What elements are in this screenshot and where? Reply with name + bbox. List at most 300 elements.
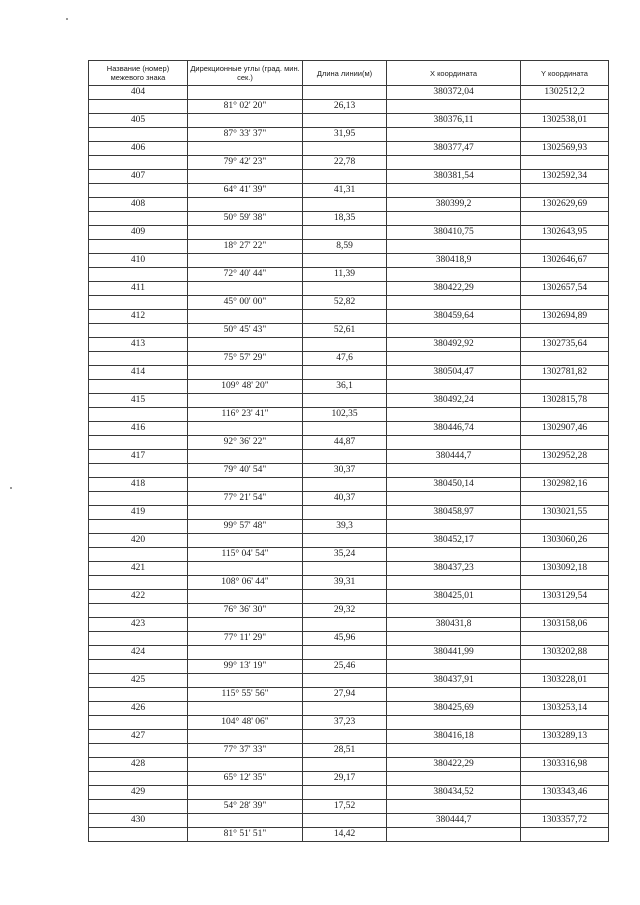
x-coordinate: 380492,92 — [387, 338, 521, 352]
segment-row — [89, 156, 609, 170]
empty-cell — [188, 450, 303, 464]
line-length: 29,32 — [303, 604, 387, 618]
line-length: 28,51 — [303, 744, 387, 758]
segment-row — [89, 604, 609, 618]
empty-cell — [89, 744, 188, 758]
line-length: 47,6 — [303, 352, 387, 366]
x-coordinate: 380410,75 — [387, 226, 521, 240]
empty-cell — [89, 520, 188, 534]
line-length: 14,42 — [303, 828, 387, 842]
line-length: 8,59 — [303, 240, 387, 254]
segment-row — [89, 800, 609, 814]
empty-cell — [387, 268, 521, 282]
empty-cell — [89, 576, 188, 590]
line-length: 26,13 — [303, 100, 387, 114]
y-coordinate: 1303253,14 — [521, 702, 609, 716]
point-row — [89, 506, 609, 520]
empty-cell — [89, 128, 188, 142]
point-name: 409 — [89, 226, 188, 240]
y-coordinate: 1302815,78 — [521, 394, 609, 408]
empty-cell — [521, 128, 609, 142]
direction-angle: 65° 12' 35" — [188, 772, 303, 786]
empty-cell — [303, 282, 387, 296]
empty-cell — [521, 520, 609, 534]
empty-cell — [188, 114, 303, 128]
x-coordinate: 380377,47 — [387, 142, 521, 156]
line-length: 22,78 — [303, 156, 387, 170]
point-name: 404 — [89, 86, 188, 100]
empty-cell — [303, 730, 387, 744]
empty-cell — [521, 100, 609, 114]
empty-cell — [521, 352, 609, 366]
point-row — [89, 702, 609, 716]
empty-cell — [188, 786, 303, 800]
empty-cell — [89, 828, 188, 842]
scan-speck — [66, 18, 68, 20]
line-length: 39,31 — [303, 576, 387, 590]
segment-row — [89, 380, 609, 394]
empty-cell — [521, 408, 609, 422]
x-coordinate: 380422,29 — [387, 282, 521, 296]
empty-cell — [89, 604, 188, 618]
point-row — [89, 310, 609, 324]
empty-cell — [188, 366, 303, 380]
empty-cell — [188, 86, 303, 100]
x-coordinate: 380441,99 — [387, 646, 521, 660]
empty-cell — [188, 254, 303, 268]
point-name: 430 — [89, 814, 188, 828]
line-length: 29,17 — [303, 772, 387, 786]
empty-cell — [521, 828, 609, 842]
line-length: 39,3 — [303, 520, 387, 534]
point-row — [89, 730, 609, 744]
empty-cell — [89, 100, 188, 114]
line-length: 36,1 — [303, 380, 387, 394]
direction-angle: 109° 48' 20" — [188, 380, 303, 394]
empty-cell — [188, 730, 303, 744]
y-coordinate: 1302512,2 — [521, 86, 609, 100]
empty-cell — [303, 618, 387, 632]
x-coordinate: 380416,18 — [387, 730, 521, 744]
direction-angle: 104° 48' 06" — [188, 716, 303, 730]
empty-cell — [521, 380, 609, 394]
point-name: 407 — [89, 170, 188, 184]
point-row — [89, 478, 609, 492]
point-name: 422 — [89, 590, 188, 604]
empty-cell — [89, 408, 188, 422]
empty-cell — [387, 156, 521, 170]
empty-cell — [521, 240, 609, 254]
x-coordinate: 380425,01 — [387, 590, 521, 604]
x-coordinate: 380437,23 — [387, 562, 521, 576]
empty-cell — [387, 828, 521, 842]
segment-row — [89, 408, 609, 422]
empty-cell — [303, 142, 387, 156]
empty-cell — [89, 492, 188, 506]
empty-cell — [521, 464, 609, 478]
x-coordinate: 380504,47 — [387, 366, 521, 380]
segment-row — [89, 716, 609, 730]
point-name: 406 — [89, 142, 188, 156]
y-coordinate: 1302569,93 — [521, 142, 609, 156]
point-row — [89, 366, 609, 380]
y-coordinate: 1302657,54 — [521, 282, 609, 296]
empty-cell — [89, 156, 188, 170]
empty-cell — [303, 422, 387, 436]
point-row — [89, 226, 609, 240]
empty-cell — [387, 408, 521, 422]
y-coordinate: 1303129,54 — [521, 590, 609, 604]
point-name: 427 — [89, 730, 188, 744]
point-name: 426 — [89, 702, 188, 716]
point-name: 425 — [89, 674, 188, 688]
point-row — [89, 198, 609, 212]
empty-cell — [387, 352, 521, 366]
empty-cell — [387, 184, 521, 198]
header-y: Y координата — [521, 61, 609, 86]
direction-angle: 81° 02' 20" — [188, 100, 303, 114]
point-name: 423 — [89, 618, 188, 632]
empty-cell — [89, 352, 188, 366]
point-name: 408 — [89, 198, 188, 212]
y-coordinate: 1302952,28 — [521, 450, 609, 464]
point-name: 417 — [89, 450, 188, 464]
direction-angle: 92° 36' 22" — [188, 436, 303, 450]
empty-cell — [303, 758, 387, 772]
segment-row — [89, 520, 609, 534]
point-row — [89, 618, 609, 632]
segment-row — [89, 184, 609, 198]
point-row — [89, 646, 609, 660]
empty-cell — [387, 548, 521, 562]
x-coordinate: 380452,17 — [387, 534, 521, 548]
empty-cell — [89, 324, 188, 338]
empty-cell — [387, 576, 521, 590]
empty-cell — [303, 814, 387, 828]
empty-cell — [303, 590, 387, 604]
direction-angle: 18° 27' 22" — [188, 240, 303, 254]
empty-cell — [387, 464, 521, 478]
line-length: 27,94 — [303, 688, 387, 702]
point-name: 411 — [89, 282, 188, 296]
empty-cell — [521, 772, 609, 786]
line-length: 18,35 — [303, 212, 387, 226]
empty-cell — [521, 548, 609, 562]
point-name: 412 — [89, 310, 188, 324]
segment-row — [89, 464, 609, 478]
segment-row — [89, 268, 609, 282]
x-coordinate: 380381,54 — [387, 170, 521, 184]
point-row — [89, 814, 609, 828]
segment-row — [89, 660, 609, 674]
y-coordinate: 1302781,82 — [521, 366, 609, 380]
empty-cell — [188, 506, 303, 520]
empty-cell — [521, 492, 609, 506]
line-length: 17,52 — [303, 800, 387, 814]
empty-cell — [521, 324, 609, 338]
line-length: 31,95 — [303, 128, 387, 142]
segment-row — [89, 632, 609, 646]
direction-angle: 75° 57' 29" — [188, 352, 303, 366]
point-row — [89, 590, 609, 604]
point-name: 428 — [89, 758, 188, 772]
direction-angle: 81° 51' 51" — [188, 828, 303, 842]
direction-angle: 50° 59' 38" — [188, 212, 303, 226]
direction-angle: 99° 13' 19" — [188, 660, 303, 674]
segment-row — [89, 128, 609, 142]
empty-cell — [303, 338, 387, 352]
empty-cell — [188, 310, 303, 324]
direction-angle: 77° 21' 54" — [188, 492, 303, 506]
x-coordinate: 380431,8 — [387, 618, 521, 632]
boundary-coordinates-table — [88, 60, 609, 842]
direction-angle: 115° 55' 56" — [188, 688, 303, 702]
y-coordinate: 1302629,69 — [521, 198, 609, 212]
segment-row — [89, 324, 609, 338]
empty-cell — [521, 604, 609, 618]
y-coordinate: 1302643,95 — [521, 226, 609, 240]
point-name: 416 — [89, 422, 188, 436]
point-name: 415 — [89, 394, 188, 408]
x-coordinate: 380372,04 — [387, 86, 521, 100]
x-coordinate: 380444,7 — [387, 814, 521, 828]
y-coordinate: 1303357,72 — [521, 814, 609, 828]
line-length: 45,96 — [303, 632, 387, 646]
empty-cell — [387, 800, 521, 814]
empty-cell — [387, 492, 521, 506]
y-coordinate: 1303343,46 — [521, 786, 609, 800]
empty-cell — [387, 660, 521, 674]
x-coordinate: 380418,9 — [387, 254, 521, 268]
empty-cell — [303, 702, 387, 716]
point-row — [89, 394, 609, 408]
empty-cell — [188, 702, 303, 716]
direction-angle: 76° 36' 30" — [188, 604, 303, 618]
segment-row — [89, 436, 609, 450]
empty-cell — [387, 128, 521, 142]
empty-cell — [303, 674, 387, 688]
empty-cell — [387, 100, 521, 114]
point-row — [89, 86, 609, 100]
point-name: 419 — [89, 506, 188, 520]
empty-cell — [89, 436, 188, 450]
point-row — [89, 786, 609, 800]
empty-cell — [521, 800, 609, 814]
empty-cell — [303, 534, 387, 548]
empty-cell — [521, 184, 609, 198]
y-coordinate: 1302646,67 — [521, 254, 609, 268]
empty-cell — [521, 268, 609, 282]
point-name: 429 — [89, 786, 188, 800]
empty-cell — [89, 548, 188, 562]
empty-cell — [387, 520, 521, 534]
point-row — [89, 170, 609, 184]
segment-row — [89, 828, 609, 842]
empty-cell — [89, 296, 188, 310]
empty-cell — [521, 436, 609, 450]
direction-angle: 116° 23' 41" — [188, 408, 303, 422]
empty-cell — [387, 436, 521, 450]
y-coordinate: 1303289,13 — [521, 730, 609, 744]
point-name: 424 — [89, 646, 188, 660]
x-coordinate: 380446,74 — [387, 422, 521, 436]
y-coordinate: 1302592,34 — [521, 170, 609, 184]
empty-cell — [303, 254, 387, 268]
direction-angle: 108° 06' 44" — [188, 576, 303, 590]
empty-cell — [188, 226, 303, 240]
header-name: Название (номер) межевого знака — [89, 61, 188, 86]
y-coordinate: 1303060,26 — [521, 534, 609, 548]
x-coordinate: 380399,2 — [387, 198, 521, 212]
direction-angle: 87° 33' 37" — [188, 128, 303, 142]
x-coordinate: 380492,24 — [387, 394, 521, 408]
point-row — [89, 114, 609, 128]
direction-angle: 50° 45' 43" — [188, 324, 303, 338]
segment-row — [89, 772, 609, 786]
point-name: 418 — [89, 478, 188, 492]
point-name: 410 — [89, 254, 188, 268]
empty-cell — [387, 212, 521, 226]
empty-cell — [303, 478, 387, 492]
segment-row — [89, 744, 609, 758]
empty-cell — [188, 338, 303, 352]
empty-cell — [303, 450, 387, 464]
empty-cell — [521, 576, 609, 590]
direction-angle: 99° 57' 48" — [188, 520, 303, 534]
point-name: 413 — [89, 338, 188, 352]
segment-row — [89, 212, 609, 226]
empty-cell — [89, 268, 188, 282]
line-length: 37,23 — [303, 716, 387, 730]
x-coordinate: 380437,91 — [387, 674, 521, 688]
line-length: 25,46 — [303, 660, 387, 674]
segment-row — [89, 352, 609, 366]
x-coordinate: 380444,7 — [387, 450, 521, 464]
line-length: 102,35 — [303, 408, 387, 422]
empty-cell — [387, 604, 521, 618]
line-length: 30,37 — [303, 464, 387, 478]
empty-cell — [188, 590, 303, 604]
empty-cell — [188, 646, 303, 660]
table-header-row — [89, 61, 609, 86]
empty-cell — [188, 814, 303, 828]
y-coordinate: 1303228,01 — [521, 674, 609, 688]
x-coordinate: 380450,14 — [387, 478, 521, 492]
header-x: X координата — [387, 61, 521, 86]
line-length: 52,82 — [303, 296, 387, 310]
direction-angle: 64° 41' 39" — [188, 184, 303, 198]
empty-cell — [387, 744, 521, 758]
empty-cell — [521, 632, 609, 646]
segment-row — [89, 688, 609, 702]
empty-cell — [387, 632, 521, 646]
point-row — [89, 758, 609, 772]
empty-cell — [521, 716, 609, 730]
point-row — [89, 338, 609, 352]
empty-cell — [521, 296, 609, 310]
empty-cell — [188, 198, 303, 212]
y-coordinate: 1302907,46 — [521, 422, 609, 436]
point-row — [89, 562, 609, 576]
y-coordinate: 1302982,16 — [521, 478, 609, 492]
empty-cell — [303, 786, 387, 800]
empty-cell — [188, 534, 303, 548]
line-length: 44,87 — [303, 436, 387, 450]
empty-cell — [303, 506, 387, 520]
line-length: 41,31 — [303, 184, 387, 198]
y-coordinate: 1302694,89 — [521, 310, 609, 324]
x-coordinate: 380459,64 — [387, 310, 521, 324]
point-row — [89, 282, 609, 296]
empty-cell — [188, 674, 303, 688]
y-coordinate: 1302538,01 — [521, 114, 609, 128]
empty-cell — [89, 632, 188, 646]
empty-cell — [188, 422, 303, 436]
x-coordinate: 380425,69 — [387, 702, 521, 716]
empty-cell — [89, 716, 188, 730]
empty-cell — [387, 296, 521, 310]
point-row — [89, 254, 609, 268]
direction-angle: 77° 11' 29" — [188, 632, 303, 646]
direction-angle: 54° 28' 39" — [188, 800, 303, 814]
empty-cell — [387, 716, 521, 730]
empty-cell — [303, 310, 387, 324]
empty-cell — [89, 660, 188, 674]
empty-cell — [387, 240, 521, 254]
y-coordinate: 1303316,98 — [521, 758, 609, 772]
point-row — [89, 674, 609, 688]
point-name: 405 — [89, 114, 188, 128]
point-name: 414 — [89, 366, 188, 380]
empty-cell — [303, 394, 387, 408]
empty-cell — [188, 394, 303, 408]
empty-cell — [303, 646, 387, 660]
empty-cell — [303, 170, 387, 184]
header-angles: Дирекционные углы (град. мин. сек.) — [188, 61, 303, 86]
x-coordinate: 380434,52 — [387, 786, 521, 800]
empty-cell — [387, 772, 521, 786]
empty-cell — [89, 184, 188, 198]
line-length: 11,39 — [303, 268, 387, 282]
empty-cell — [521, 212, 609, 226]
header-length: Длина линии(м) — [303, 61, 387, 86]
x-coordinate: 380422,29 — [387, 758, 521, 772]
empty-cell — [521, 156, 609, 170]
y-coordinate: 1302735,64 — [521, 338, 609, 352]
point-row — [89, 450, 609, 464]
direction-angle: 79° 40' 54" — [188, 464, 303, 478]
empty-cell — [303, 226, 387, 240]
empty-cell — [303, 366, 387, 380]
empty-cell — [89, 464, 188, 478]
x-coordinate: 380376,11 — [387, 114, 521, 128]
point-name: 420 — [89, 534, 188, 548]
empty-cell — [89, 772, 188, 786]
direction-angle: 115° 04' 54" — [188, 548, 303, 562]
point-row — [89, 142, 609, 156]
empty-cell — [89, 240, 188, 254]
point-row — [89, 422, 609, 436]
scan-speck — [10, 487, 12, 489]
empty-cell — [387, 324, 521, 338]
empty-cell — [89, 688, 188, 702]
segment-row — [89, 492, 609, 506]
point-name: 421 — [89, 562, 188, 576]
empty-cell — [188, 478, 303, 492]
line-length: 40,37 — [303, 492, 387, 506]
y-coordinate: 1303021,55 — [521, 506, 609, 520]
empty-cell — [188, 758, 303, 772]
